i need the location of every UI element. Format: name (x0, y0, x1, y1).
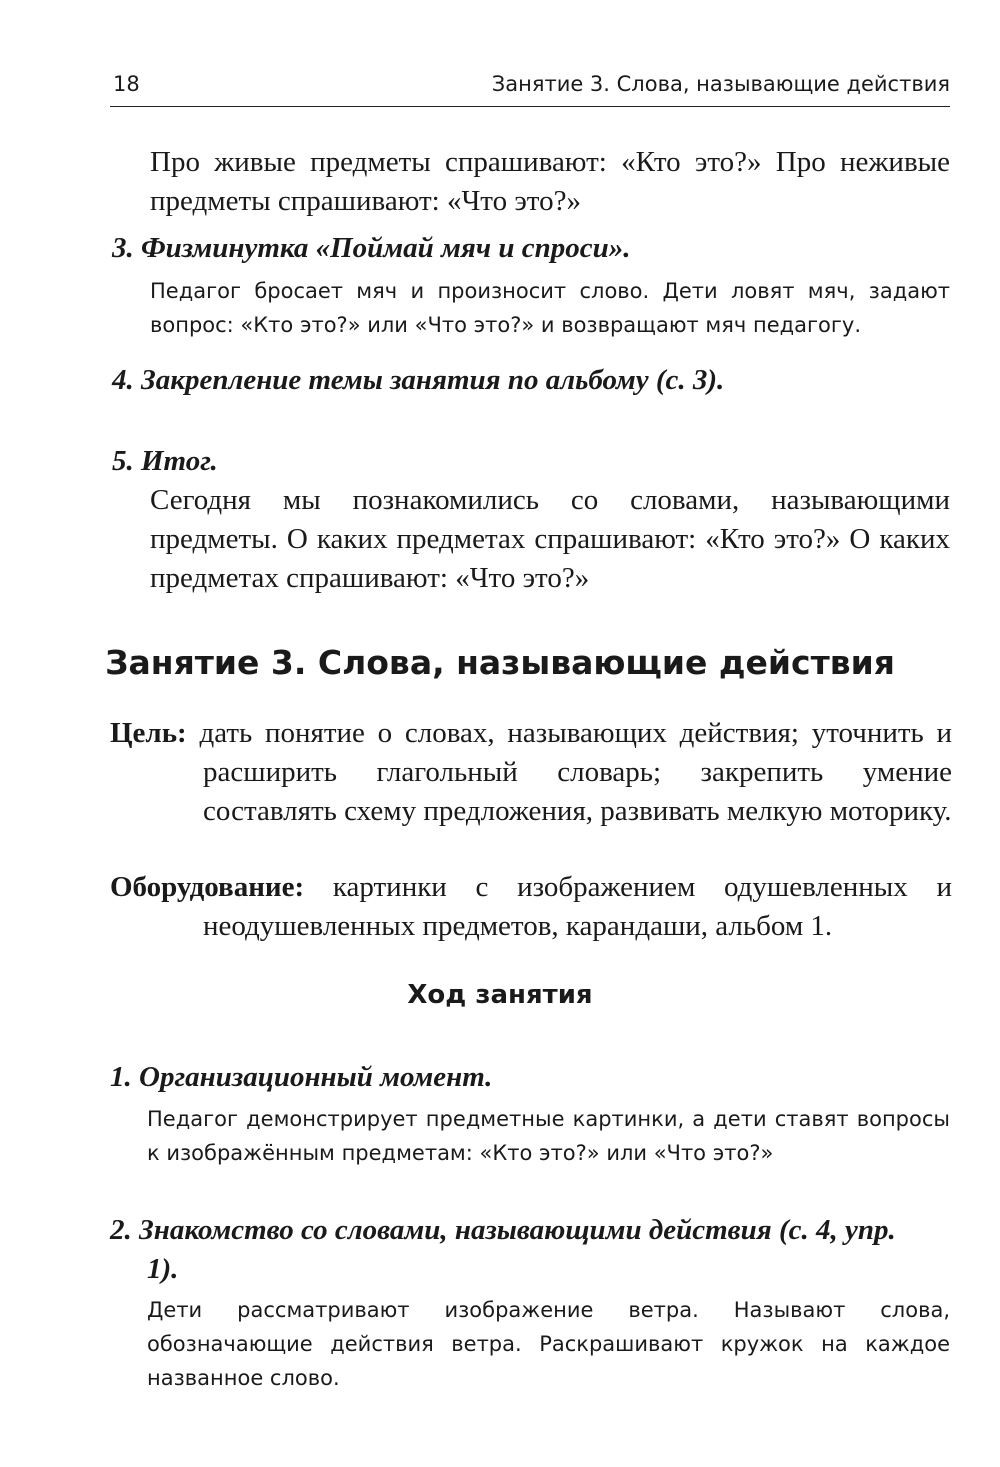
item-text-fizminutka: Педагог бросает мяч и произносит слово. Дети ловят мяч, задают вопрос: «Кто это?» или «Что это?» и возвращают мяч педагогу. (150, 279, 950, 337)
running-head: Занятие 3. Слова, называющие действия (491, 72, 950, 96)
goal-block (110, 714, 952, 831)
item-title-summary: 5. Итог. (112, 445, 218, 477)
intro-paragraph: Про живые предметы спрашивают: «Кто это?» Про неживые предметы спрашивают: «Что это?» (150, 146, 950, 217)
item-text-actions: Дети рассматривают изображение ветра. Называют слова, обозначающие действия ветра. Раскрашивают кружок на каждое названное слово. (147, 1298, 950, 1390)
lesson-title: Занятие 3. Слова, называющие действия (105, 643, 895, 682)
item-title-actions: 2. Знакомство со словами, называющими действия (с. 4, упр. 1). (110, 1214, 896, 1285)
item-title-fizminutka: 3. Физминутка «Поймай мяч и спроси». (112, 232, 631, 264)
item-text-summary: Сегодня мы познакомились со словами, называющими предметы. О каких предметах спрашивают: «Кто это?» О каких предметах спрашивают: «Что это?» (150, 484, 950, 594)
item-title-consolidation: 4. Закрепление темы занятия по альбому (с. 3). (112, 364, 725, 396)
equipment-block (110, 868, 952, 946)
item-title-organizational: 1. Организационный момент. (110, 1061, 493, 1093)
equipment-label: Оборудование: (110, 871, 305, 903)
course-subtitle: Ход занятия (407, 980, 593, 1010)
equipment-text: картинки с изображением одушевленных и неодушевленных предметов, карандаши, альбом 1. (203, 871, 953, 942)
item-text-organizational: Педагог демонстрирует предметные картинки, а дети ставят вопросы к изображённым предметам: «Кто это?» или «Что это?» (147, 1107, 950, 1165)
header-divider (110, 106, 950, 107)
page-number: 18 (113, 72, 140, 96)
goal-text: дать понятие о словах, называющих действия; уточнить и расширить глагольный словарь; закрепить умение составлять схему предложения, развивать мелкую моторику. (199, 717, 953, 827)
goal-label: Цель: (110, 717, 187, 749)
